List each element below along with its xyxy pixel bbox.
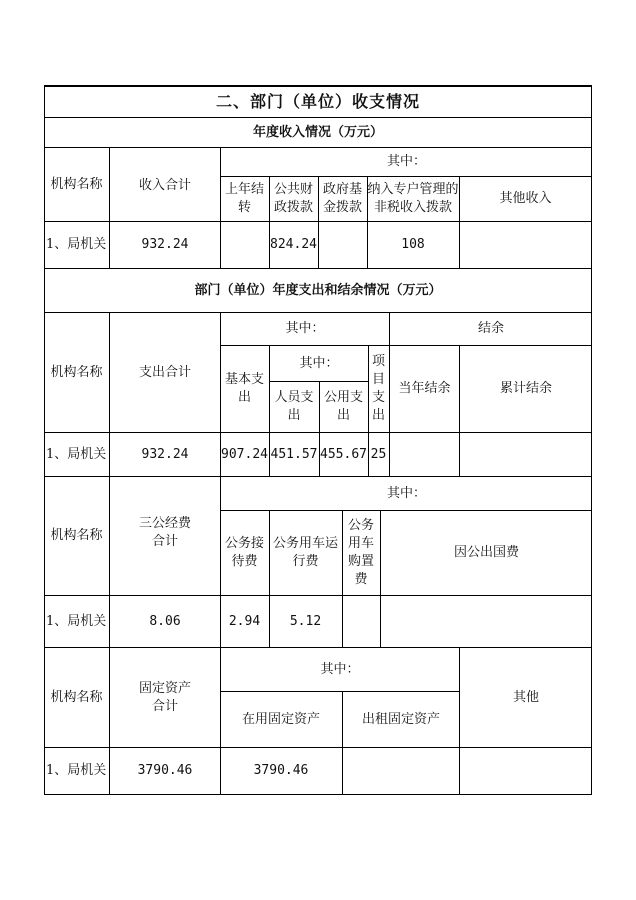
tp-vehicle-buy-header: [342, 511, 380, 595]
income-row-other: [459, 222, 592, 268]
expense-current-surplus-header: 当年结余: [398, 381, 451, 396]
assets-row-org: 1、局机关: [46, 763, 107, 778]
income-row-carryover: [220, 222, 269, 268]
income-row-org: 1、局机关: [46, 237, 107, 252]
expense-of-which: 其中：: [285, 321, 325, 336]
expense-project-l4: 出: [371, 408, 385, 423]
tp-org-header: 机构名称: [50, 528, 103, 543]
expense-row-current: [390, 433, 459, 476]
income-row-fund: [318, 222, 367, 268]
tp-vehicle-buy-l2: 用车: [347, 536, 374, 551]
income-row-nontax: 108: [401, 237, 425, 252]
income-col-fund-l1: 政府基: [322, 182, 362, 197]
income-col-nontax: [367, 177, 459, 221]
tp-row-vehicle-buy: [342, 596, 380, 647]
income-total-header: 收入合计: [138, 178, 191, 193]
expense-row-personnel: 451.57: [270, 446, 318, 462]
expense-personnel-l2: 出: [287, 408, 301, 423]
income-col-carryover: [220, 177, 269, 221]
expense-personnel-header: [269, 382, 319, 432]
tp-of-which: 其中：: [386, 485, 426, 501]
income-col-other: 其他收入: [499, 191, 552, 206]
income-row-fiscal: 824.24: [270, 237, 317, 252]
assets-org-header: 机构名称: [50, 689, 103, 705]
page-title: 二、部门（单位）收支情况: [215, 92, 420, 111]
tp-total-l1: 三公经费: [138, 516, 191, 531]
tp-vehicle-buy-l1: 公务: [347, 518, 374, 533]
tp-vehicle-buy-l4: 费: [354, 572, 368, 587]
expense-project-l3: 支: [371, 390, 385, 405]
expense-row-basic: 907.24: [221, 446, 268, 462]
income-col-fiscal-l1: 公共财: [273, 182, 313, 197]
tp-vehicle-buy-l3: 购置: [347, 554, 374, 569]
tp-total-l2: 合计: [151, 534, 178, 549]
tp-row-abroad: [381, 596, 592, 647]
tp-row-vehicle-ops: 5.12: [289, 613, 322, 629]
tp-vehicle-ops-l2: 行费: [292, 554, 319, 569]
assets-in-use-header: 在用固定资产: [241, 711, 320, 727]
expense-row-org: 1、局机关: [46, 446, 107, 462]
income-of-which: 其中：: [386, 154, 426, 169]
assets-total-header: [110, 648, 220, 747]
income-col-fund-l2: 金拨款: [322, 200, 362, 215]
expense-basic-l1: 基本支: [224, 372, 264, 387]
tp-vehicle-ops-header: [269, 511, 342, 595]
expense-row-cumulative: [460, 433, 592, 476]
income-col-carryover-l1: 上年结: [224, 182, 264, 197]
expense-row-total: 932.24: [141, 446, 189, 462]
assets-of-which: 其中：: [320, 661, 360, 677]
income-org-header: 机构名称: [50, 176, 103, 192]
expense-project-l2: 目: [371, 372, 385, 387]
assets-total-l1: 固定资产: [138, 680, 191, 696]
assets-row-in-use: 3790.46: [253, 763, 309, 778]
expense-public-header: [319, 382, 368, 432]
expense-total-header: 支出合计: [138, 364, 191, 380]
expense-surplus-header: 结余: [477, 321, 504, 336]
tp-row-reception: 2.94: [228, 613, 261, 629]
income-col-nontax-l1: 纳入专户管理的: [367, 182, 459, 197]
income-heading: 年度收入情况（万元）: [252, 124, 383, 140]
expense-org-header: 机构名称: [50, 364, 103, 380]
tp-row-total: 8.06: [149, 613, 181, 629]
income-col-fiscal: [269, 177, 318, 221]
income-col-fund: [318, 177, 367, 221]
expense-row-public: 455.67: [320, 446, 367, 462]
assets-total-l2: 合计: [151, 698, 178, 714]
expense-heading: 部门（单位）年度支出和结余情况（万元）: [194, 282, 442, 298]
income-col-nontax-l2: 非税收入拨款: [373, 200, 452, 215]
tp-abroad-header: 因公出国费: [453, 545, 519, 560]
income-row-total: 932.24: [141, 237, 189, 252]
assets-row-rented: [343, 748, 459, 794]
income-col-carryover-l2: 转: [237, 200, 251, 215]
tp-total-header: [110, 477, 220, 595]
expense-basic-l2: 出: [237, 390, 251, 405]
expense-public-l2: 出: [336, 408, 350, 423]
tp-reception-l2: 待费: [231, 554, 258, 569]
tp-reception-l1: 公务接: [224, 536, 264, 551]
expense-public-l1: 公用支: [323, 390, 363, 405]
tp-reception-header: [220, 511, 269, 595]
expense-basic-of-which: 其中：: [299, 355, 339, 371]
assets-row-total: 3790.46: [137, 763, 193, 778]
tp-row-org: 1、局机关: [46, 613, 107, 629]
expense-basic-header: [220, 346, 269, 432]
expense-personnel-l1: 人员支: [274, 390, 314, 405]
expense-row-project: 25: [370, 446, 387, 462]
tp-vehicle-ops-l1: 公务用车运: [272, 536, 338, 551]
assets-other-header: 其他: [512, 689, 539, 705]
expense-cumulative-surplus-header: 累计结余: [499, 381, 552, 396]
assets-row-other: [460, 748, 592, 794]
expense-project-l1: 项: [371, 354, 385, 369]
income-col-fiscal-l2: 政拨款: [273, 200, 313, 215]
expense-project-header: [368, 346, 389, 432]
assets-rented-header: 出租固定资产: [361, 711, 440, 727]
